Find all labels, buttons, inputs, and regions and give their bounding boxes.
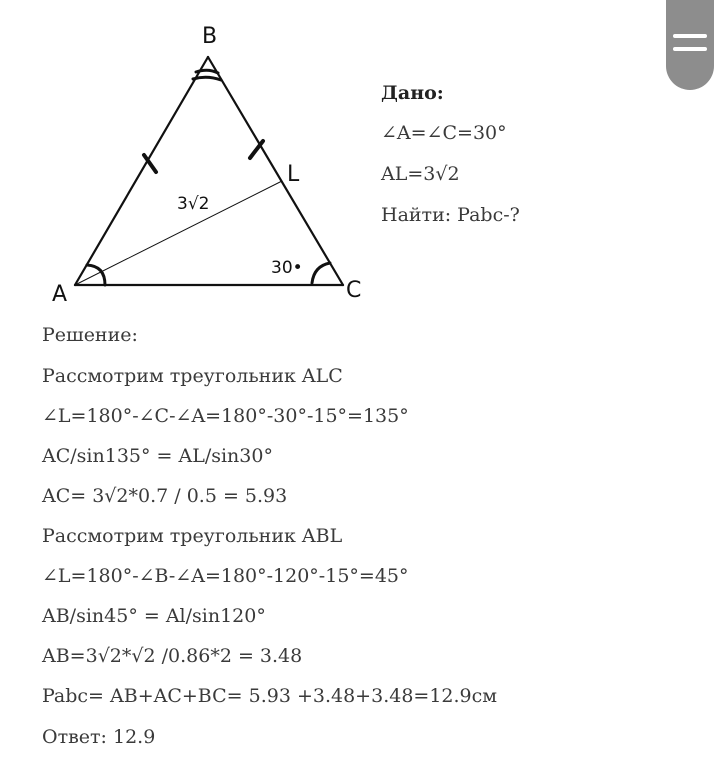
angle-arc-b-1 (196, 70, 218, 73)
solution-line: Pabc= AB+AC+BC= 5.93 +3.48+3.48=12.9см (42, 685, 498, 707)
menu-button[interactable] (666, 0, 714, 90)
vertex-label-l: L (287, 162, 300, 187)
tick-mark-bc (250, 141, 263, 158)
solution-line: Рассмотрим треугольник ALC (42, 365, 343, 387)
angle-arc-b-2 (193, 77, 221, 80)
solution-line: AB=3√2*√2 /0.86*2 = 3.48 (42, 645, 303, 667)
solution-line: AC/sin135° = AL/sin30° (42, 445, 273, 467)
find-statement: Найти: Pabc-? (381, 204, 520, 226)
vertex-label-a: A (52, 282, 68, 307)
given-title: Дано: (381, 82, 444, 104)
solution-line: AB/sin45° = Al/sin120° (42, 605, 266, 627)
solution-heading: Решение: (42, 324, 138, 346)
side-ab (75, 57, 208, 285)
vertex-label-c: C (346, 278, 362, 303)
given-angles: ∠A=∠C=30° (381, 122, 507, 144)
solution-line: AC= 3√2*0.7 / 0.5 = 5.93 (42, 485, 288, 507)
solution-line: ∠L=180°-∠B-∠A=180°-120°-15°=45° (42, 565, 409, 587)
side-bc (208, 57, 343, 285)
vertex-label-b: B (202, 24, 218, 49)
answer-line: Ответ: 12.9 (42, 726, 156, 748)
solution-line: Рассмотрим треугольник ABL (42, 525, 343, 547)
segment-length-label: 3√2 (177, 194, 210, 214)
angle-label-c: 30• (271, 258, 303, 278)
angle-arc-c (312, 263, 330, 283)
triangle-figure (0, 0, 370, 310)
solution-line: ∠L=180°-∠C-∠A=180°-30°-15°=135° (42, 405, 409, 427)
given-segment: AL=3√2 (381, 163, 460, 185)
